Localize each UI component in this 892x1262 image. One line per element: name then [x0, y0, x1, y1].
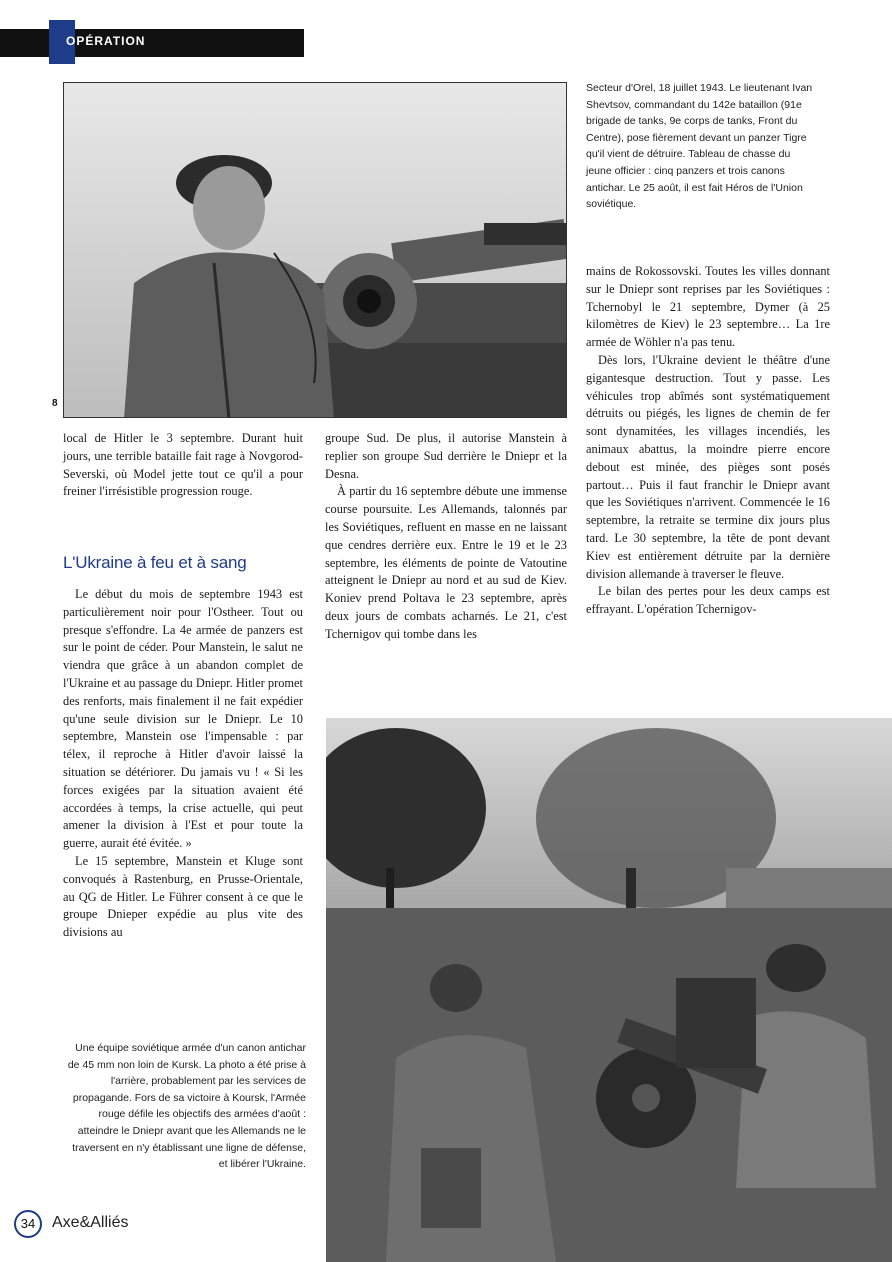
- paragraph: groupe Sud. De plus, il autorise Manstein à replier son groupe Sud derrière le Dniepr et la Desna.: [325, 431, 567, 481]
- paragraph: local de Hitler le 3 septembre. Durant huit jours, une terrible bataille fait rage à Novgorod-Severski, où Model jette tout ce qu'il a pour freiner l'irrésistible progression rouge.: [63, 431, 303, 499]
- paragraph: Le bilan des pertes pour les deux camps est effrayant. L'opération Tchernigov-: [586, 584, 830, 617]
- caption-bottom: Une équipe soviétique armée d'un canon antichar de 45 mm non loin de Kursk. La photo a été prise à l'arrière, probablement par les services de propagande. Fors de sa victoire à Koursk, l'Armée rouge défile les objectifs des armées d'août : atteindre le Dniepr avant que les Allemands ne le traversent en n'y établissant une ligne de défense, et libérer l'Ukraine.: [67, 1042, 306, 1171]
- column-2: [325, 430, 567, 644]
- section-label: OPÉRATION: [66, 34, 146, 48]
- column-1-bottom: [63, 586, 303, 942]
- subheading: L'Ukraine à feu et à sang: [63, 553, 247, 572]
- paragraph: Le 15 septembre, Manstein et Kluge sont convoqués à Rastenburg, en Prusse-Orientale, au QG de Hitler. Le Führer consent à ce que le groupe Dnieper expédie au plus vite des divisions au: [63, 853, 303, 940]
- page-number: 34: [14, 1210, 42, 1238]
- column-1-top: [63, 430, 303, 501]
- paragraph: À partir du 16 septembre débute une immense course poursuite. Les Allemands, talonnés par les Soviétiques, refluent en masse en ne laissant que cendres derrière eux. Entre le 19 et le 23 septembre, les éléments de pointe de Vatoutine atteignent le Dniepr au nord et au sud de Kiev. Koniev prend Poltava le 23 septembre, après deux jours de combats acharnés. Le 21, c'est Tchernigov qui tombe dans les: [325, 484, 567, 641]
- photo-marker: 8: [52, 398, 58, 409]
- caption-top: Secteur d'Orel, 18 juillet 1943. Le lieutenant Ivan Shevtsov, commandant du 142e bataillon (91e brigade de tanks, 9e corps de tanks, Front du Centre), pose fièrement devant un panzer Tigre qu'il vient de détruire. Tableau de chasse du jeune officier : cinq panzers et trois canons antichar. Le 25 août, il est fait Héros de l'Union soviétique.: [586, 82, 813, 211]
- section-bar: [0, 29, 304, 57]
- column-3: [586, 263, 830, 619]
- photo-soldier-tiger-tank: [63, 82, 567, 418]
- paragraph: Dès lors, l'Ukraine devient le théâtre d'une gigantesque destruction. Tout y passe. Les véhicules trop abîmés sont systématiquement détruits ou piégés, les lignes de chemin de fer sont dynamitées, les villages incendiés, les animaux abattus, la moindre pierre encore debout est minée, des pièges sont posés partout… Puis il faut franchir le Dniepr avant que les Soviétiques n'arrivent. Commencée le 16 septembre, la retraite se termine dix jours plus tard. Le 30 septembre, la tête de pont devant Kiev est entièrement détruite par la dernière division allemande à traverser le fleuve.: [586, 352, 830, 581]
- magazine-name: Axe&Alliés: [52, 1214, 129, 1231]
- paragraph: Le début du mois de septembre 1943 est particulièrement noir pour l'Ostheer. Tout ou presque s'effondre. La 4e armée de panzers est sur le point de céder. Pour Manstein, le salut ne viendra que grâce à un abandon complet de l'Ukraine et au passage du Dniepr. Hitler promet des renforts, mais finalement il ne fait expédier qu'une seule division sur le Dniepr. Le 10 septembre, Manstein ose l'impensable : par télex, il reproche à Hitler d'avoir laissé la situation se détériorer. Du jamais vu ! « Si les forces exigées par la situation avaient été accordées à temps, la crise actuelle, qui peut amener la division à l'Est et pour toute la guerre, aurait été évitée. »: [63, 587, 303, 851]
- photo-antitank-gun-crew: [326, 718, 892, 1262]
- paragraph: mains de Rokossovski. Toutes les villes donnant sur le Dniepr sont reprises par les Soviétiques : Tchernobyl le 21 septembre, Dymer (à 25 kilomètres de Kiev) le 23 septembre… La 1re armée de Wöhler n'a pas tenu.: [586, 264, 830, 350]
